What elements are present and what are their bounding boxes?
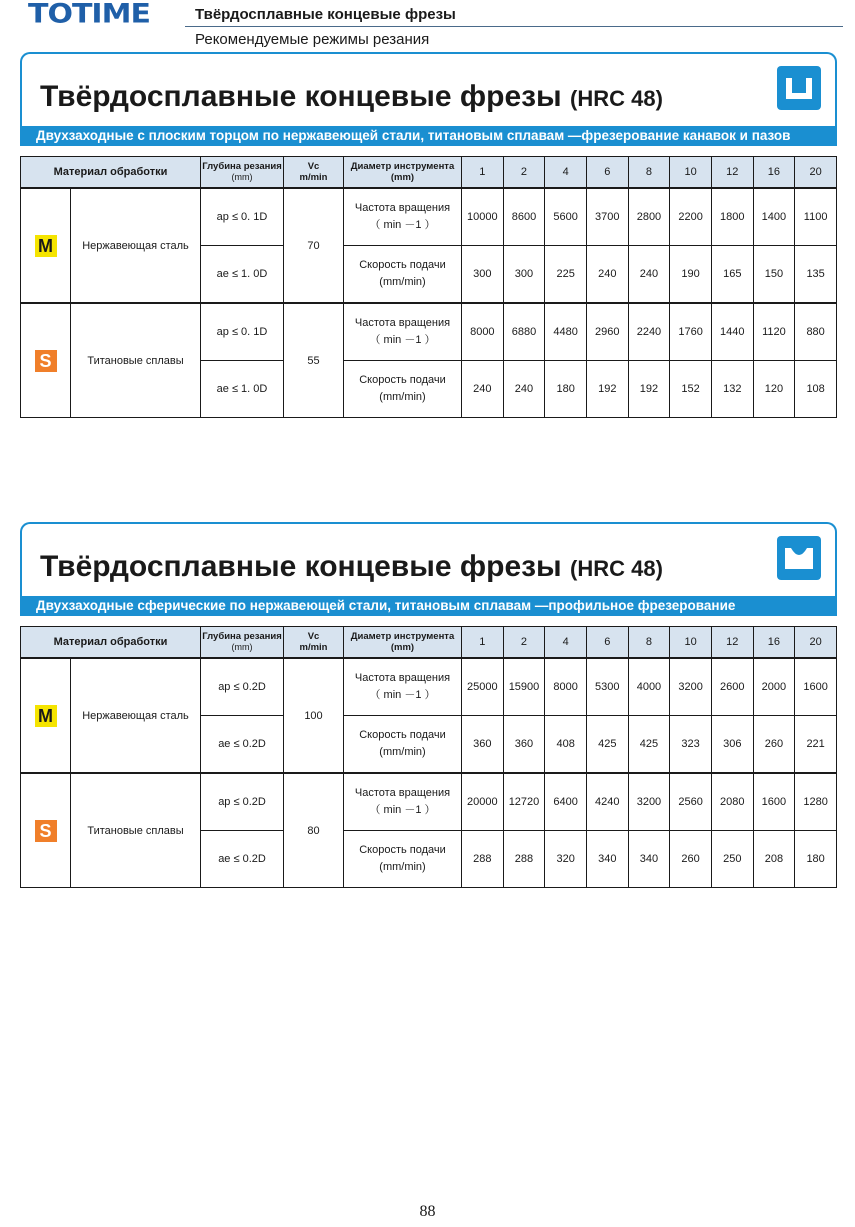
parameter-label: Частота вращения （ min －1 ） xyxy=(344,773,462,831)
table-cell: 320 xyxy=(545,831,587,888)
col-vc: Vc m/min xyxy=(284,157,344,189)
material-badge-cell xyxy=(21,303,71,418)
section-subtitle: Двухзаходные с плоским торцом по нержавеющей стали, титановым сплавам —фрезерование канавок и пазов xyxy=(20,126,837,146)
table-cell: 250 xyxy=(711,831,753,888)
table-cell: 208 xyxy=(753,831,795,888)
flat-end-mill-icon xyxy=(777,66,821,110)
table-cell: 288 xyxy=(462,831,504,888)
material-badge-cell xyxy=(21,773,71,888)
section-title: Твёрдосплавные концевые фрезы (HRC 48) xyxy=(40,550,663,583)
table-cell: 192 xyxy=(586,361,628,418)
col-diameter-value: 6 xyxy=(586,157,628,189)
vc-value: 100 xyxy=(284,658,344,773)
table-cell: 5300 xyxy=(586,658,628,716)
col-diameter-value: 16 xyxy=(753,627,795,659)
table-cell: 1600 xyxy=(753,773,795,831)
table-row xyxy=(21,658,837,716)
table-cell: 221 xyxy=(795,716,837,774)
table-cell: 2000 xyxy=(753,658,795,716)
material-badge: S xyxy=(35,350,57,372)
table-row xyxy=(21,303,837,361)
table-cell: 1600 xyxy=(795,658,837,716)
table-cell: 300 xyxy=(503,246,545,304)
material-name: Нержавеющая сталь xyxy=(71,188,201,303)
table-cell: 20000 xyxy=(462,773,504,831)
table-cell: 12720 xyxy=(503,773,545,831)
depth-value: ap ≤ 0.2D xyxy=(201,773,284,831)
parameter-label: Частота вращения （ min －1 ） xyxy=(344,188,462,246)
table-cell: 8000 xyxy=(545,658,587,716)
col-diameter-value: 16 xyxy=(753,157,795,189)
col-diameter-value: 8 xyxy=(628,157,670,189)
col-diameter: Диаметр инструмента (mm) xyxy=(344,627,462,659)
material-badge: M xyxy=(35,705,57,727)
vc-value: 55 xyxy=(284,303,344,418)
col-diameter-value: 4 xyxy=(545,157,587,189)
table-header-row xyxy=(21,157,837,189)
table-cell: 260 xyxy=(670,831,712,888)
table-cell: 2560 xyxy=(670,773,712,831)
table-cell: 300 xyxy=(462,246,504,304)
table-cell: 3700 xyxy=(586,188,628,246)
table-cell: 152 xyxy=(670,361,712,418)
parameter-label: Частота вращения （ min －1 ） xyxy=(344,658,462,716)
depth-value: ae ≤ 0.2D xyxy=(201,716,284,774)
table-cell: 240 xyxy=(586,246,628,304)
table-cell: 2240 xyxy=(628,303,670,361)
col-diameter-value: 2 xyxy=(503,627,545,659)
col-diameter-value: 4 xyxy=(545,627,587,659)
section-title-box xyxy=(20,522,837,596)
section-title: Твёрдосплавные концевые фрезы (HRC 48) xyxy=(40,80,663,113)
hrc-label: (HRC 48) xyxy=(570,86,663,111)
table-cell: 165 xyxy=(711,246,753,304)
table-cell: 425 xyxy=(586,716,628,774)
table-cell: 2080 xyxy=(711,773,753,831)
cutting-table xyxy=(20,156,837,418)
table-cell: 15900 xyxy=(503,658,545,716)
table-cell: 1100 xyxy=(795,188,837,246)
col-material: Материал обработки xyxy=(21,627,201,659)
table-cell: 2960 xyxy=(586,303,628,361)
parameter-label: Скорость подачи (mm/min) xyxy=(344,716,462,774)
table-cell: 260 xyxy=(753,716,795,774)
ball-end-mill-icon xyxy=(777,536,821,580)
col-depth: Глубина резания (mm) xyxy=(201,627,284,659)
material-badge-cell xyxy=(21,658,71,773)
material-name: Титановые сплавы xyxy=(71,773,201,888)
material-name: Титановые сплавы xyxy=(71,303,201,418)
depth-value: ae ≤ 0.2D xyxy=(201,831,284,888)
material-badge-cell xyxy=(21,188,71,303)
col-diameter-value: 10 xyxy=(670,627,712,659)
col-diameter-value: 6 xyxy=(586,627,628,659)
table-cell: 880 xyxy=(795,303,837,361)
table-cell: 5600 xyxy=(545,188,587,246)
table-cell: 360 xyxy=(503,716,545,774)
material-name: Нержавеющая сталь xyxy=(71,658,201,773)
table-cell: 288 xyxy=(503,831,545,888)
col-diameter-value: 12 xyxy=(711,627,753,659)
table-cell: 180 xyxy=(795,831,837,888)
col-diameter-value: 20 xyxy=(795,627,837,659)
table-cell: 240 xyxy=(628,246,670,304)
vc-value: 70 xyxy=(284,188,344,303)
table-cell: 1440 xyxy=(711,303,753,361)
table-cell: 6880 xyxy=(503,303,545,361)
col-diameter-value: 1 xyxy=(462,157,504,189)
section-title-box xyxy=(20,52,837,126)
vc-value: 80 xyxy=(284,773,344,888)
section-subtitle: Двухзаходные сферические по нержавеющей стали, титановым сплавам —профильное фрезерование xyxy=(20,596,837,616)
col-material: Материал обработки xyxy=(21,157,201,189)
header-divider xyxy=(185,26,843,27)
table-cell: 2600 xyxy=(711,658,753,716)
table-cell: 4480 xyxy=(545,303,587,361)
col-diameter-value: 12 xyxy=(711,157,753,189)
depth-value: ap ≤ 0. 1D xyxy=(201,188,284,246)
hrc-label: (HRC 48) xyxy=(570,556,663,581)
table-cell: 10000 xyxy=(462,188,504,246)
table-cell: 240 xyxy=(503,361,545,418)
table-cell: 4240 xyxy=(586,773,628,831)
table-cell: 190 xyxy=(670,246,712,304)
table-cell: 192 xyxy=(628,361,670,418)
cutting-table xyxy=(20,626,837,888)
table-cell: 408 xyxy=(545,716,587,774)
depth-value: ae ≤ 1. 0D xyxy=(201,246,284,304)
col-diameter-value: 8 xyxy=(628,627,670,659)
header-subtitle: Рекомендуемые режимы резания xyxy=(195,31,430,48)
table-cell: 1400 xyxy=(753,188,795,246)
col-depth: Глубина резания (mm) xyxy=(201,157,284,189)
table-cell: 340 xyxy=(628,831,670,888)
table-cell: 1760 xyxy=(670,303,712,361)
col-vc: Vc m/min xyxy=(284,627,344,659)
table-cell: 2800 xyxy=(628,188,670,246)
table-cell: 180 xyxy=(545,361,587,418)
table-cell: 425 xyxy=(628,716,670,774)
brand-logo: TOTIME xyxy=(28,0,150,30)
parameter-label: Частота вращения （ min －1 ） xyxy=(344,303,462,361)
table-cell: 340 xyxy=(586,831,628,888)
table-cell: 25000 xyxy=(462,658,504,716)
table-cell: 1280 xyxy=(795,773,837,831)
table-cell: 323 xyxy=(670,716,712,774)
table-cell: 108 xyxy=(795,361,837,418)
table-cell: 240 xyxy=(462,361,504,418)
table-cell: 306 xyxy=(711,716,753,774)
parameter-label: Скорость подачи (mm/min) xyxy=(344,831,462,888)
parameter-label: Скорость подачи (mm/min) xyxy=(344,361,462,418)
table-cell: 1120 xyxy=(753,303,795,361)
table-cell: 225 xyxy=(545,246,587,304)
depth-value: ap ≤ 0.2D xyxy=(201,658,284,716)
col-diameter-value: 20 xyxy=(795,157,837,189)
col-diameter-value: 1 xyxy=(462,627,504,659)
table-cell: 8000 xyxy=(462,303,504,361)
col-diameter-value: 2 xyxy=(503,157,545,189)
table-cell: 6400 xyxy=(545,773,587,831)
table-cell: 3200 xyxy=(670,658,712,716)
depth-value: ap ≤ 0. 1D xyxy=(201,303,284,361)
table-cell: 132 xyxy=(711,361,753,418)
table-cell: 3200 xyxy=(628,773,670,831)
table-header-row xyxy=(21,627,837,659)
depth-value: ae ≤ 1. 0D xyxy=(201,361,284,418)
table-cell: 1800 xyxy=(711,188,753,246)
table-cell: 135 xyxy=(795,246,837,304)
section-flat-end-mill xyxy=(20,52,837,418)
col-diameter-value: 10 xyxy=(670,157,712,189)
table-row xyxy=(21,773,837,831)
parameter-label: Скорость подачи (mm/min) xyxy=(344,246,462,304)
table-cell: 360 xyxy=(462,716,504,774)
col-diameter: Диаметр инструмента (mm) xyxy=(344,157,462,189)
material-badge: S xyxy=(35,820,57,842)
table-cell: 120 xyxy=(753,361,795,418)
header-title: Твёрдосплавные концевые фрезы xyxy=(195,6,456,23)
table-cell: 2200 xyxy=(670,188,712,246)
table-cell: 8600 xyxy=(503,188,545,246)
material-badge: M xyxy=(35,235,57,257)
table-cell: 4000 xyxy=(628,658,670,716)
table-cell: 150 xyxy=(753,246,795,304)
table-row xyxy=(21,188,837,246)
section-ball-end-mill xyxy=(20,522,837,888)
page-number: 88 xyxy=(419,1203,436,1220)
